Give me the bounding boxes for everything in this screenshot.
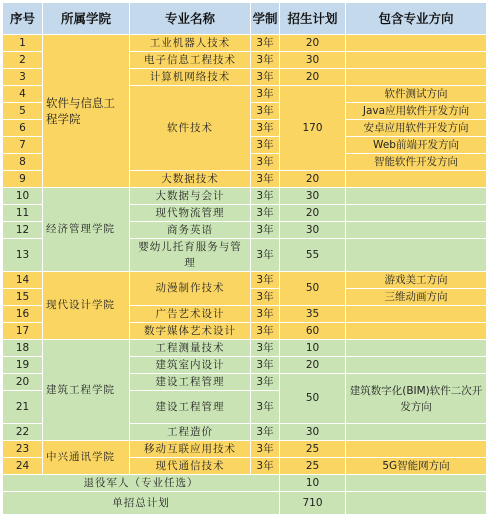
plan: 20 — [280, 357, 346, 374]
years: 3年 — [251, 171, 280, 188]
years: 3年 — [251, 137, 280, 154]
table-row — [3, 441, 487, 458]
row-no: 1 — [3, 35, 43, 52]
row-no: 19 — [3, 357, 43, 374]
major-name: 工程测量技术 — [130, 340, 251, 357]
years: 3年 — [251, 52, 280, 69]
major-name: 商务英语 — [130, 222, 251, 239]
row-no: 18 — [3, 340, 43, 357]
major-name: 大数据与会计 — [130, 188, 251, 205]
years: 3年 — [251, 188, 280, 205]
header-college: 所属学院 — [43, 3, 130, 35]
plan: 30 — [280, 52, 346, 69]
years: 3年 — [251, 441, 280, 458]
major-name: 建筑室内设计 — [130, 357, 251, 374]
years: 3年 — [251, 289, 280, 306]
row-no: 21 — [3, 391, 43, 424]
major-name: 移动互联应用技术 — [130, 441, 251, 458]
direction: 安卓应用软件开发方向 — [346, 120, 487, 137]
plan: 20 — [280, 35, 346, 52]
direction — [346, 340, 487, 357]
direction — [346, 424, 487, 441]
direction: 游戏美工方向 — [346, 272, 487, 289]
enrollment-plan-table — [2, 2, 487, 515]
plan: 10 — [280, 340, 346, 357]
direction-bim: 建筑数字化(BIM)软件二次开发方向 — [346, 374, 487, 424]
major-name: 大数据技术 — [130, 171, 251, 188]
veterans-plan: 10 — [280, 475, 346, 492]
direction — [346, 205, 487, 222]
years: 3年 — [251, 374, 280, 391]
direction: 5G智能网方向 — [346, 458, 487, 475]
row-no: 15 — [3, 289, 43, 306]
plan: 20 — [280, 69, 346, 86]
years: 3年 — [251, 272, 280, 289]
college-design: 现代设计学院 — [43, 272, 130, 340]
years: 3年 — [251, 86, 280, 103]
plan: 55 — [280, 239, 346, 272]
college-telecom: 中兴通讯学院 — [43, 441, 130, 475]
row-no: 5 — [3, 103, 43, 120]
table-row — [3, 272, 487, 289]
years: 3年 — [251, 120, 280, 137]
row-no: 14 — [3, 272, 43, 289]
years: 3年 — [251, 103, 280, 120]
years: 3年 — [251, 424, 280, 441]
years: 3年 — [251, 35, 280, 52]
row-no: 8 — [3, 154, 43, 171]
direction — [346, 69, 487, 86]
row-no: 22 — [3, 424, 43, 441]
total-direction — [346, 492, 487, 515]
row-no: 11 — [3, 205, 43, 222]
major-animation: 动漫制作技术 — [130, 272, 251, 306]
years: 3年 — [251, 340, 280, 357]
plan-bim: 50 — [280, 374, 346, 424]
years: 3年 — [251, 154, 280, 171]
veterans-label: 退役军人（专业任选） — [3, 475, 280, 492]
major-name: 电子信息工程技术 — [130, 52, 251, 69]
row-no: 12 — [3, 222, 43, 239]
table-row — [3, 35, 487, 52]
plan: 20 — [280, 171, 346, 188]
major-name: 现代通信技术 — [130, 458, 251, 475]
header-no: 序号 — [3, 3, 43, 35]
major-name: 工程造价 — [130, 424, 251, 441]
plan: 30 — [280, 424, 346, 441]
plan: 25 — [280, 458, 346, 475]
header-row — [3, 3, 487, 35]
direction — [346, 357, 487, 374]
major-name: 计算机网络技术 — [130, 69, 251, 86]
veterans-row — [3, 475, 487, 492]
row-no: 3 — [3, 69, 43, 86]
direction — [346, 323, 487, 340]
row-no: 24 — [3, 458, 43, 475]
major-name: 数字媒体艺术设计 — [130, 323, 251, 340]
major-name: 婴幼儿托育服务与管理 — [130, 239, 251, 272]
direction: 软件测试方向 — [346, 86, 487, 103]
years: 3年 — [251, 323, 280, 340]
row-no: 17 — [3, 323, 43, 340]
row-no: 10 — [3, 188, 43, 205]
years: 3年 — [251, 357, 280, 374]
major-name: 广告艺术设计 — [130, 306, 251, 323]
plan: 30 — [280, 188, 346, 205]
college-economics: 经济管理学院 — [43, 188, 130, 272]
plan: 30 — [280, 222, 346, 239]
direction: Web前端开发方向 — [346, 137, 487, 154]
major-name: 建设工程管理 — [130, 374, 251, 391]
direction — [346, 306, 487, 323]
plan: 35 — [280, 306, 346, 323]
total-row — [3, 492, 487, 515]
header-directions: 包含专业方向 — [346, 3, 487, 35]
years: 3年 — [251, 69, 280, 86]
direction — [346, 239, 487, 272]
row-no: 7 — [3, 137, 43, 154]
years: 3年 — [251, 205, 280, 222]
direction — [346, 35, 487, 52]
plan-animation: 50 — [280, 272, 346, 306]
veterans-direction — [346, 475, 487, 492]
header-plan: 招生计划 — [280, 3, 346, 35]
college-construction: 建筑工程学院 — [43, 340, 130, 441]
row-no: 9 — [3, 171, 43, 188]
table-row — [3, 340, 487, 357]
direction: Java应用软件开发方向 — [346, 103, 487, 120]
years: 3年 — [251, 391, 280, 424]
major-construction-mgmt: 建设工程管理 — [130, 391, 251, 424]
direction: 智能软件开发方向 — [346, 154, 487, 171]
college-software: 软件与信息工程学院 — [43, 35, 130, 188]
table-row — [3, 188, 487, 205]
row-no: 13 — [3, 239, 43, 272]
plan: 20 — [280, 205, 346, 222]
direction: 三维动画方向 — [346, 289, 487, 306]
direction — [346, 222, 487, 239]
total-plan: 710 — [280, 492, 346, 515]
plan-software-engineering: 170 — [280, 86, 346, 171]
major-name: 现代物流管理 — [130, 205, 251, 222]
direction — [346, 441, 487, 458]
direction — [346, 171, 487, 188]
row-no: 16 — [3, 306, 43, 323]
row-no: 2 — [3, 52, 43, 69]
row-no: 4 — [3, 86, 43, 103]
header-years: 学制 — [251, 3, 280, 35]
major-name: 工业机器人技术 — [130, 35, 251, 52]
direction — [346, 52, 487, 69]
row-no: 6 — [3, 120, 43, 137]
years: 3年 — [251, 458, 280, 475]
row-no: 23 — [3, 441, 43, 458]
years: 3年 — [251, 222, 280, 239]
major-software-engineering: 软件技术 — [130, 86, 251, 171]
direction — [346, 188, 487, 205]
total-label: 单招总计划 — [3, 492, 280, 515]
years: 3年 — [251, 239, 280, 272]
years: 3年 — [251, 306, 280, 323]
plan: 25 — [280, 441, 346, 458]
plan: 60 — [280, 323, 346, 340]
row-no: 20 — [3, 374, 43, 391]
header-major: 专业名称 — [130, 3, 251, 35]
